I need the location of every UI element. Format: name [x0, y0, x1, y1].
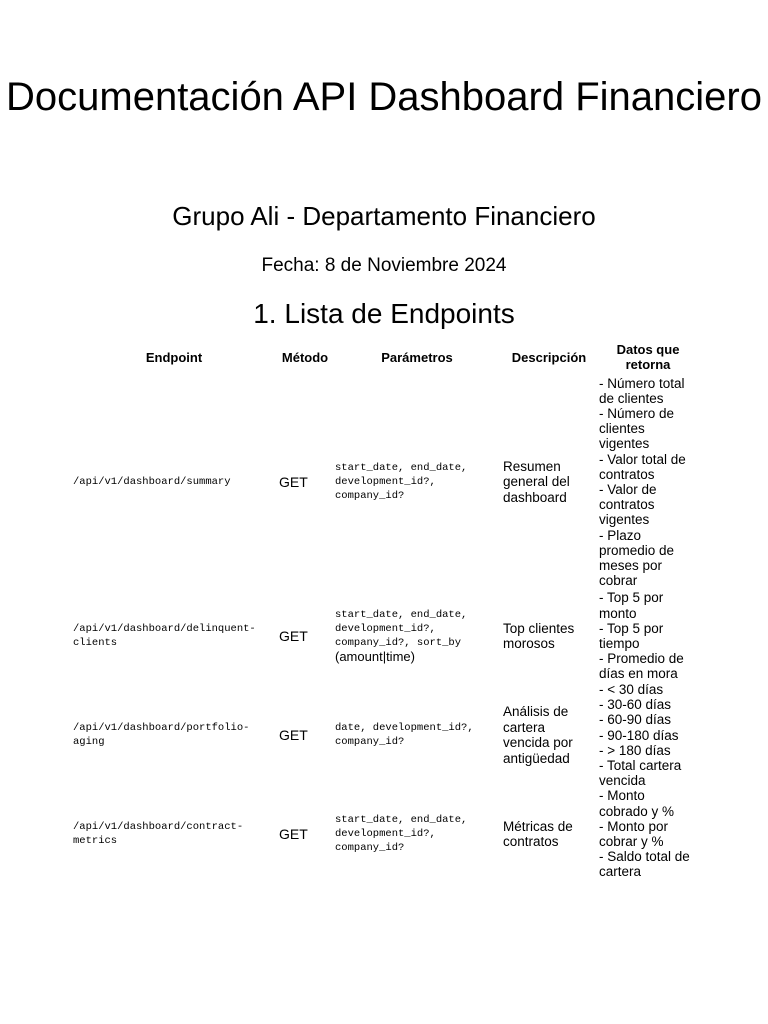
header-params: Parámetros — [381, 349, 453, 365]
description-cell: Métricas de contratos — [503, 818, 573, 850]
table-row — [71, 788, 699, 879]
params-line: start_date, end_date, — [335, 462, 468, 474]
returns-item: - 90-180 días — [599, 727, 679, 743]
endpoint-path: /api/v1/dashboard/portfolio- — [73, 722, 250, 735]
table-row — [71, 374, 699, 590]
method-cell: GET — [279, 628, 308, 644]
section-heading: 1. Lista de Endpoints — [253, 298, 515, 329]
endpoints-table — [71, 340, 699, 880]
endpoint-path-cont: clients — [73, 637, 118, 649]
returns-item: - < 30 días — [599, 682, 664, 697]
params-line: development_id?, — [335, 476, 436, 488]
returns-cell — [597, 590, 699, 682]
params-cell — [333, 590, 501, 682]
params-line: development_id?, — [335, 623, 436, 635]
method-cell: GET — [279, 826, 308, 843]
returns-item: - Monto por cobrar y % — [599, 818, 669, 850]
params-line: start_date, end_date, — [335, 814, 468, 827]
returns-item: - Valor total de contratos — [599, 451, 686, 482]
endpoint-path: /api/v1/dashboard/delinquent- — [73, 623, 256, 635]
params-line: development_id?, — [335, 828, 436, 841]
method-cell: GET — [279, 474, 308, 490]
endpoint-cell — [71, 788, 277, 879]
description-cell: Análisis de cartera vencida por antigüedad — [503, 704, 573, 766]
params-line: company_id?, sort_by — [335, 637, 462, 649]
returns-cell — [597, 788, 699, 879]
params-cell — [333, 374, 501, 590]
table-row — [71, 682, 699, 788]
params-line: company_id? — [335, 490, 405, 502]
endpoint-cell — [71, 590, 277, 682]
endpoint-path: /api/v1/dashboard/contract- — [73, 821, 244, 834]
table-header-row — [71, 340, 699, 374]
returns-item: - Número total de clientes — [599, 375, 685, 406]
params-line: (amount|time) — [335, 649, 415, 664]
document-subtitle: Grupo Ali - Departamento Financiero — [172, 201, 596, 231]
returns-item: - 30-60 días — [599, 697, 672, 713]
endpoint-path: /api/v1/dashboard/summary — [73, 476, 231, 488]
endpoint-cell — [71, 682, 277, 788]
endpoint-cell — [71, 374, 277, 590]
params-line: company_id? — [335, 736, 405, 749]
endpoint-path-cont: metrics — [73, 835, 118, 848]
header-endpoint: Endpoint — [145, 349, 203, 365]
header-description: Descripción — [511, 349, 587, 365]
returns-item: - > 180 días — [599, 742, 671, 758]
params-line: date, development_id?, — [335, 722, 474, 735]
description-cell: Top clientes morosos — [503, 620, 575, 651]
returns-item: - Plazo promedio de meses por cobrar — [599, 527, 675, 589]
returns-item: - 60-90 días — [599, 712, 672, 728]
params-cell — [333, 682, 501, 788]
header-returns: Datos que retorna — [616, 342, 680, 372]
returns-item: - Saldo total de cartera — [599, 849, 690, 880]
returns-item: - Promedio de días en mora — [599, 651, 684, 682]
returns-item: - Número de clientes vigentes — [599, 405, 675, 452]
returns-item: - Top 5 por monto — [599, 590, 664, 621]
returns-cell — [597, 374, 699, 590]
returns-item: - Top 5 por tiempo — [599, 620, 664, 651]
document-title: Documentación API Dashboard Financiero — [6, 75, 762, 119]
table-row — [71, 590, 699, 682]
returns-item: - Valor de contratos vigentes — [599, 482, 657, 528]
returns-item: - Monto cobrado y % — [599, 788, 675, 819]
params-line: start_date, end_date, — [335, 609, 468, 621]
document-date: Fecha: 8 de Noviembre 2024 — [261, 255, 507, 276]
returns-cell — [597, 682, 699, 788]
header-method: Método — [281, 349, 329, 365]
endpoint-path-cont: aging — [73, 736, 105, 749]
params-line: company_id? — [335, 842, 405, 855]
description-cell: Resumen general del dashboard — [503, 458, 570, 505]
method-cell: GET — [279, 727, 308, 744]
returns-item: - Total cartera vencida — [599, 758, 682, 789]
params-cell — [333, 788, 501, 879]
